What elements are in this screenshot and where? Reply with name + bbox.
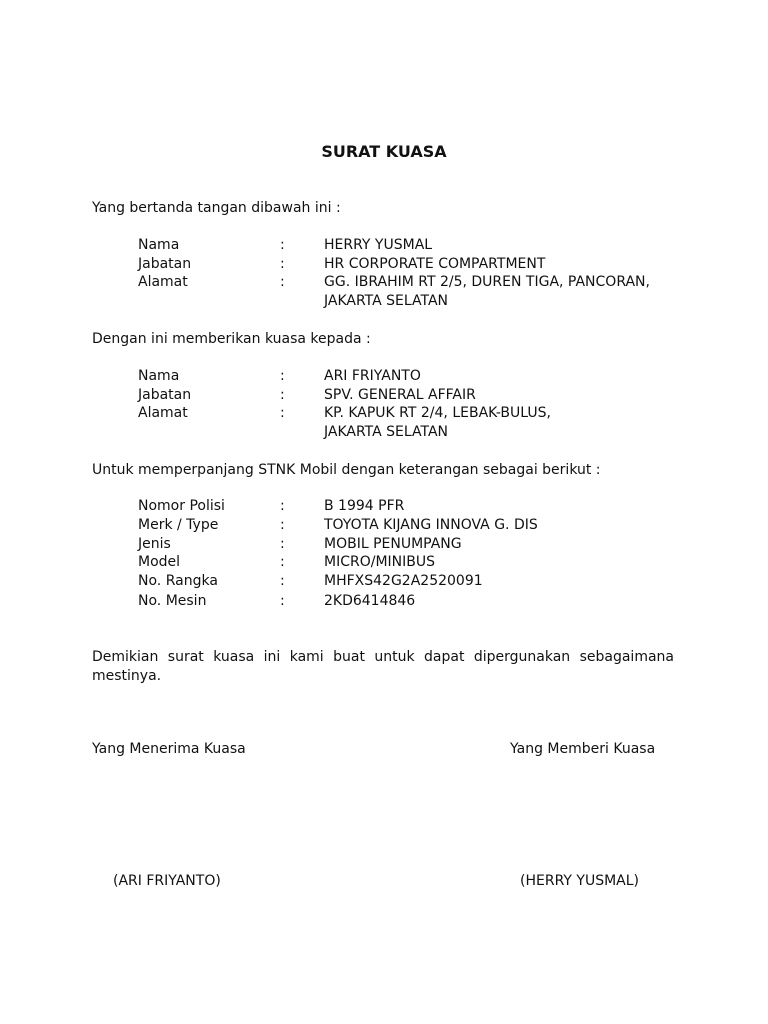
receiver-title: Yang Menerima Kuasa [92,741,246,757]
grantor-jabatan-value: HR CORPORATE COMPARTMENT [324,256,546,272]
vehicle-jenis-colon: : [280,536,285,552]
giver-title: Yang Memberi Kuasa [510,741,656,757]
grantor-jabatan-label: Jabatan [138,256,192,272]
purpose-text: Untuk memperpanjang STNK Mobil dengan keterangan sebagai berikut : [92,462,601,478]
receiver-name: (ARI FRIYANTO) [113,873,221,889]
grantee-alamat-line1: KP. KAPUK RT 2/4, LEBAK-BULUS, [324,405,551,421]
vehicle-nomor-polisi-label: Nomor Polisi [138,498,225,514]
vehicle-merk-value: TOYOTA KIJANG INNOVA G. DIS [324,517,538,533]
vehicle-merk-colon: : [280,517,285,533]
vehicle-model-colon: : [280,554,285,570]
document-title: SURAT KUASA [321,142,447,161]
vehicle-nomor-polisi-value: B 1994 PFR [324,498,405,514]
grantee-jabatan-value: SPV. GENERAL AFFAIR [324,387,476,403]
giver-name: (HERRY YUSMAL) [520,873,639,889]
vehicle-jenis-value: MOBIL PENUMPANG [324,536,462,552]
grantee-nama-label: Nama [138,368,180,384]
grantor-alamat-line2: JAKARTA SELATAN [324,293,449,309]
grantor-nama-colon: : [280,237,285,253]
vehicle-model-value: MICRO/MINIBUS [324,554,435,570]
grantee-nama-colon: : [280,368,285,384]
grantee-nama-value: ARI FRIYANTO [324,368,421,384]
intro-text: Yang bertanda tangan dibawah ini : [92,200,341,216]
vehicle-rangka-value: MHFXS42G2A2520091 [324,573,483,589]
grantor-alamat-label: Alamat [138,274,188,290]
grantee-jabatan-colon: : [280,387,285,403]
vehicle-rangka-colon: : [280,573,285,589]
grantor-alamat-colon: : [280,274,285,290]
vehicle-mesin-colon: : [280,593,285,609]
vehicle-jenis-label: Jenis [138,536,171,552]
vehicle-mesin-label: No. Mesin [138,593,207,609]
grantee-alamat-label: Alamat [138,405,188,421]
grantor-nama-value: HERRY YUSMAL [324,237,433,253]
grantee-jabatan-label: Jabatan [138,387,192,403]
vehicle-model-label: Model [138,554,181,570]
grantee-alamat-line2: JAKARTA SELATAN [324,424,449,440]
grantor-alamat-line1: GG. IBRAHIM RT 2/5, DUREN TIGA, PANCORAN, [324,274,650,290]
vehicle-merk-label: Merk / Type [138,517,219,533]
vehicle-rangka-label: No. Rangka [138,573,218,589]
grantee-alamat-colon: : [280,405,285,421]
grant-intro-text: Dengan ini memberikan kuasa kepada : [92,331,371,347]
grantor-nama-label: Nama [138,237,180,253]
vehicle-nomor-polisi-colon: : [280,498,285,514]
grantor-jabatan-colon: : [280,256,285,272]
vehicle-mesin-value: 2KD6414846 [324,593,416,609]
closing-text: Demikian surat kuasa ini kami buat untuk dapat dipergunakan sebagaimana mestinya. [92,649,674,684]
